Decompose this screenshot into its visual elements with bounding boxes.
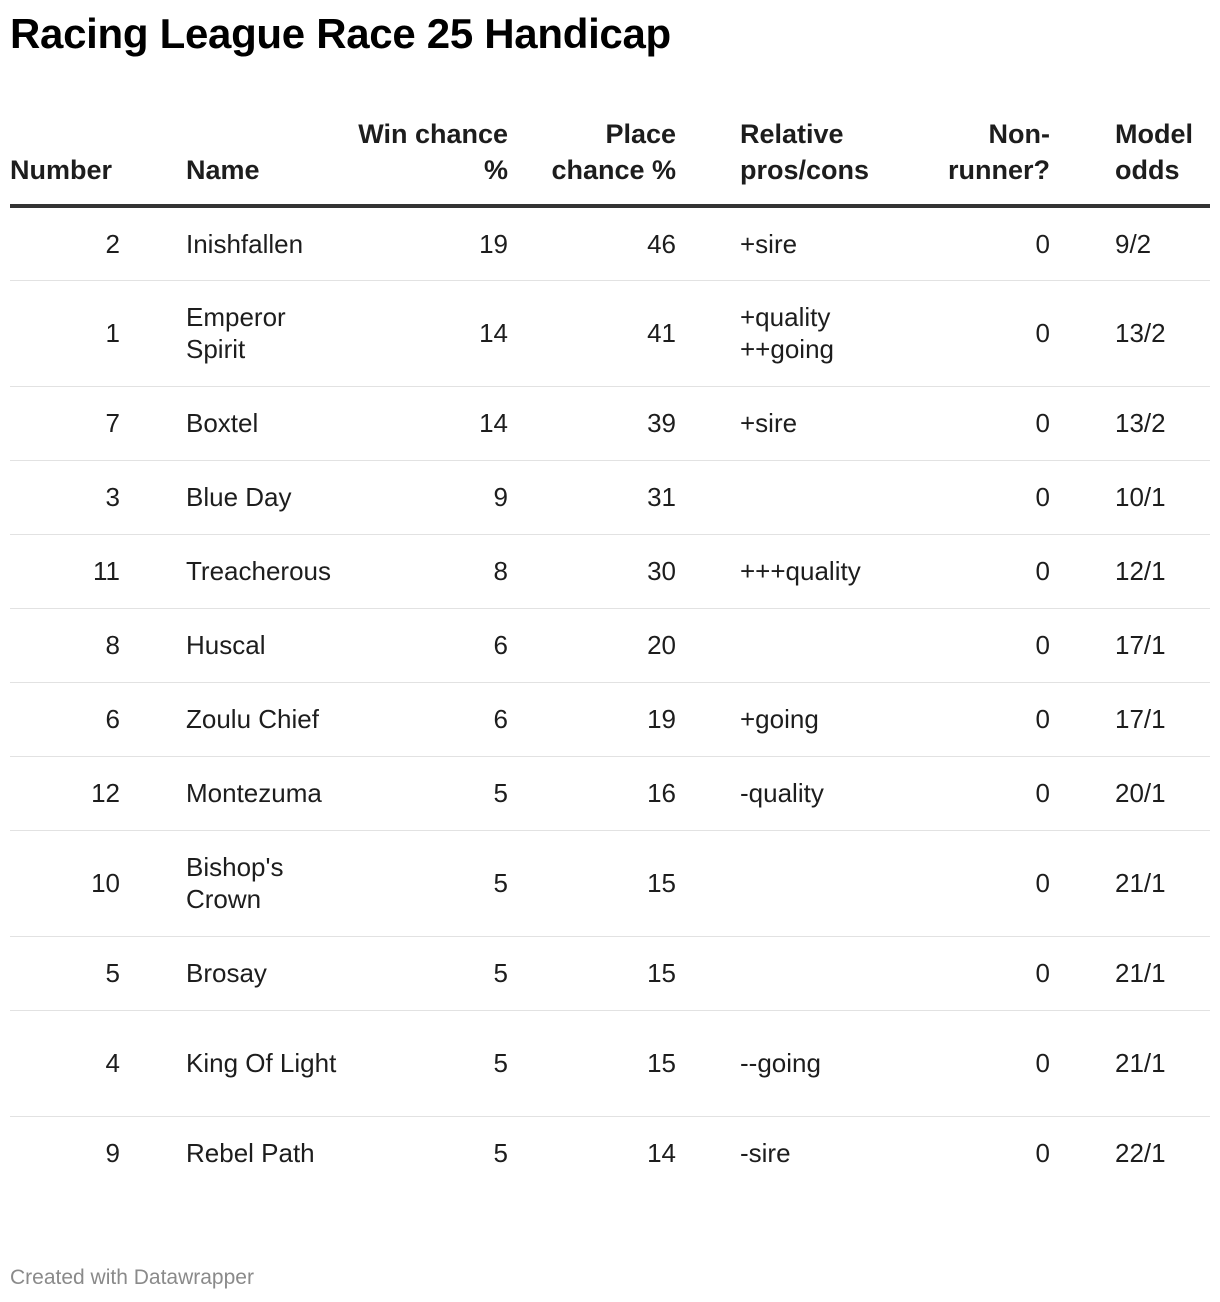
- cell-spacer: [1050, 534, 1115, 608]
- cell-spacer: [1050, 280, 1115, 386]
- cell-number: 10: [10, 830, 120, 936]
- table-row: [10, 608, 1210, 682]
- cell-name: Emperor Spirit: [186, 280, 346, 386]
- cell-name: Bishop's Crown: [186, 830, 346, 936]
- cell-model-odds: 10/1: [1115, 460, 1210, 534]
- table-row: [10, 936, 1210, 1010]
- cell-win-chance: 5: [493, 1138, 508, 1169]
- cell-non-runner: 0: [930, 280, 1050, 386]
- cell-place-chance: 31: [508, 460, 676, 534]
- cell-spacer: [676, 682, 740, 756]
- cell-place-chance: 15: [508, 936, 676, 1010]
- cell-number: 3: [10, 460, 120, 534]
- cell-model-odds: 22/1: [1115, 1138, 1166, 1169]
- cell-place-chance: 30: [508, 534, 676, 608]
- cell-model-odds: 12/1: [1115, 534, 1210, 608]
- cell-spacer: [1050, 1010, 1115, 1116]
- cell-name: Blue Day: [186, 460, 346, 534]
- cell-non-runner: 0: [930, 936, 1050, 1010]
- cell-relative-pros-cons: +going: [740, 682, 930, 756]
- cell-model-odds: 17/1: [1115, 682, 1210, 756]
- cell-name: Brosay: [186, 936, 346, 1010]
- cell-model-odds: 13/2: [1115, 280, 1210, 386]
- cell-non-runner: 0: [930, 386, 1050, 460]
- table-row: [10, 534, 1210, 608]
- table-row: [10, 386, 1210, 460]
- cell-spacer: [1050, 386, 1115, 460]
- cell-spacer: [120, 1010, 186, 1116]
- cell-relative-pros-cons: [740, 608, 930, 682]
- table-row: [10, 1010, 1210, 1116]
- cell-win-chance: 14: [346, 386, 508, 460]
- cell-non-runner: 0: [930, 756, 1050, 830]
- cell-name: Boxtel: [186, 386, 346, 460]
- cell-place-chance: 15: [508, 1010, 676, 1116]
- cell-name: Huscal: [186, 608, 346, 682]
- results-table: [10, 112, 1210, 1190]
- cell-spacer: [676, 386, 740, 460]
- table-row: [10, 280, 1210, 386]
- cell-model-odds: 21/1: [1115, 830, 1210, 936]
- cell-name: Montezuma: [186, 756, 346, 830]
- cell-spacer: [676, 830, 740, 936]
- cell-name: Rebel Path: [186, 1138, 315, 1169]
- header-non-runner[interactable]: Non-runner?: [930, 112, 1050, 206]
- cell-spacer: [120, 280, 186, 386]
- cell-spacer: [676, 460, 740, 534]
- cell-relative-pros-cons: -sire: [740, 1138, 791, 1169]
- cell-relative-pros-cons: --going: [740, 1010, 930, 1116]
- cell-place-chance: 46: [508, 206, 676, 280]
- cell-spacer: [1050, 682, 1115, 756]
- cell-non-runner: 0: [930, 534, 1050, 608]
- cell-relative-pros-cons: +sire: [740, 206, 930, 280]
- cell-win-chance: 6: [346, 682, 508, 756]
- header-spacer: [1050, 112, 1115, 206]
- cell-name: Inishfallen: [186, 206, 346, 280]
- cell-name: Zoulu Chief: [186, 682, 346, 756]
- cell-number: 9: [105, 1138, 120, 1169]
- cell-number: 7: [10, 386, 120, 460]
- cell-spacer: [676, 608, 740, 682]
- header-place-chance[interactable]: Place chance %: [508, 112, 676, 206]
- table-row: [10, 206, 1210, 280]
- cell-model-odds: 21/1: [1115, 936, 1210, 1010]
- cell-non-runner: 0: [930, 682, 1050, 756]
- cell-spacer: [676, 534, 740, 608]
- cell-win-chance: 5: [346, 756, 508, 830]
- cell-spacer: [1050, 936, 1115, 1010]
- cell-spacer: [676, 1116, 740, 1190]
- cell-non-runner: 0: [930, 830, 1050, 936]
- table-row: [10, 830, 1210, 936]
- cell-name: King Of Light: [186, 1010, 346, 1116]
- cell-win-chance: 19: [346, 206, 508, 280]
- header-row: [10, 112, 1210, 206]
- cell-model-odds: 9/2: [1115, 206, 1210, 280]
- cell-win-chance: 9: [346, 460, 508, 534]
- cell-number: 4: [10, 1010, 120, 1116]
- cell-win-chance: 5: [346, 1010, 508, 1116]
- table-row: [10, 682, 1210, 756]
- cell-number: 6: [10, 682, 120, 756]
- header-spacer: [120, 112, 186, 206]
- cell-place-chance: 16: [508, 756, 676, 830]
- cell-relative-pros-cons: [740, 830, 930, 936]
- cell-number: 11: [10, 534, 120, 608]
- cell-number: 8: [10, 608, 120, 682]
- cell-spacer: [1050, 608, 1115, 682]
- header-number[interactable]: Number: [10, 112, 120, 206]
- chart-title: Racing League Race 25 Handicap: [10, 10, 671, 57]
- cell-place-chance: 19: [508, 682, 676, 756]
- cell-non-runner: 0: [930, 1010, 1050, 1116]
- cell-name: Treacherous: [186, 534, 346, 608]
- cell-model-odds: 20/1: [1115, 756, 1210, 830]
- cell-spacer: [676, 756, 740, 830]
- cell-model-odds: 21/1: [1115, 1010, 1210, 1116]
- cell-win-chance: 5: [346, 830, 508, 936]
- cell-spacer: [120, 682, 186, 756]
- cell-spacer: [120, 608, 186, 682]
- cell-place-chance: 14: [647, 1138, 676, 1169]
- cell-non-runner: 0: [1035, 1138, 1050, 1169]
- cell-spacer: [676, 206, 740, 280]
- cell-win-chance: 5: [346, 936, 508, 1010]
- table-body: [10, 206, 1210, 1190]
- cell-spacer: [1050, 206, 1115, 280]
- cell-non-runner: 0: [930, 206, 1050, 280]
- header-win-chance[interactable]: Win chance %: [346, 112, 508, 206]
- cell-spacer: [120, 534, 186, 608]
- cell-spacer: [120, 1116, 186, 1190]
- header-relative-pros-cons[interactable]: Relative pros/cons: [740, 112, 930, 206]
- table-row: [10, 1116, 1210, 1190]
- cell-relative-pros-cons: [740, 460, 930, 534]
- cell-spacer: [120, 936, 186, 1010]
- cell-spacer: [1050, 460, 1115, 534]
- cell-spacer: [1050, 756, 1115, 830]
- cell-spacer: [1050, 1116, 1115, 1190]
- cell-relative-pros-cons: +quality ++going: [740, 280, 930, 386]
- cell-spacer: [120, 460, 186, 534]
- cell-non-runner: 0: [930, 460, 1050, 534]
- cell-place-chance: 15: [508, 830, 676, 936]
- cell-relative-pros-cons: -quality: [740, 756, 930, 830]
- cell-number: 5: [10, 936, 120, 1010]
- cell-win-chance: 8: [346, 534, 508, 608]
- cell-place-chance: 41: [508, 280, 676, 386]
- table-row: [10, 460, 1210, 534]
- cell-number: 1: [10, 280, 120, 386]
- cell-model-odds: 17/1: [1115, 608, 1210, 682]
- cell-spacer: [120, 386, 186, 460]
- cell-model-odds: 13/2: [1115, 386, 1210, 460]
- cell-win-chance: 14: [346, 280, 508, 386]
- header-spacer: [676, 112, 740, 206]
- cell-relative-pros-cons: +++quality: [740, 534, 930, 608]
- cell-spacer: [120, 830, 186, 936]
- cell-number: 12: [10, 756, 120, 830]
- cell-spacer: [1050, 830, 1115, 936]
- footer-credit: Created with Datawrapper: [10, 1266, 254, 1289]
- cell-relative-pros-cons: [740, 936, 930, 1010]
- cell-spacer: [120, 756, 186, 830]
- cell-spacer: [120, 206, 186, 280]
- cell-win-chance: 6: [346, 608, 508, 682]
- cell-non-runner: 0: [930, 608, 1050, 682]
- cell-place-chance: 39: [508, 386, 676, 460]
- cell-relative-pros-cons: +sire: [740, 386, 930, 460]
- cell-spacer: [676, 280, 740, 386]
- header-name[interactable]: Name: [186, 112, 346, 206]
- cell-spacer: [676, 1010, 740, 1116]
- header-model-odds[interactable]: Model odds: [1115, 112, 1210, 206]
- cell-spacer: [676, 936, 740, 1010]
- cell-number: 2: [10, 206, 120, 280]
- table-row: [10, 756, 1210, 830]
- cell-place-chance: 20: [508, 608, 676, 682]
